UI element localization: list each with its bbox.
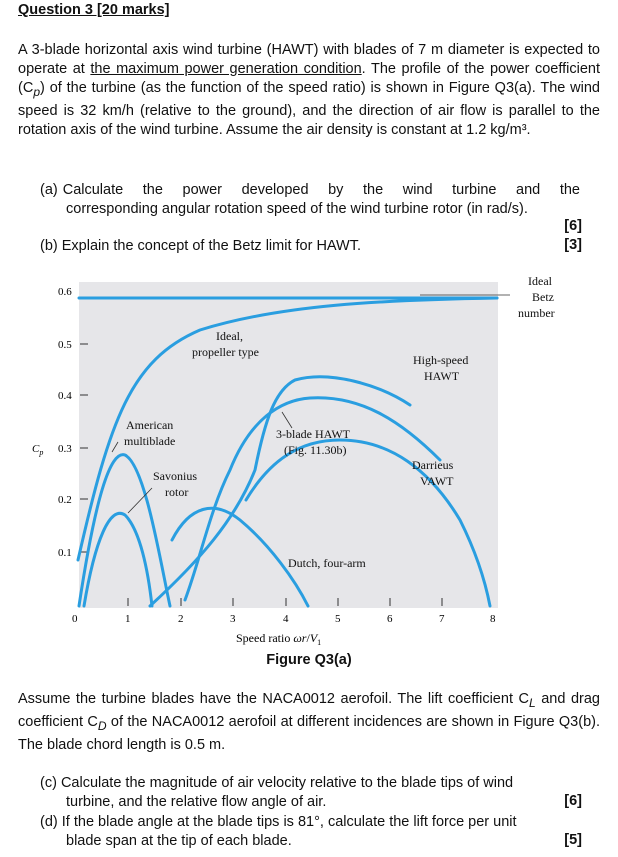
- part-b-label: (b): [40, 238, 58, 254]
- para2-c: of the NACA0012 aerofoil at different incidences are shown in Figure Q3(b). The blade chord length is 0.5 m.: [18, 713, 600, 753]
- part-d-marks: [5]: [564, 832, 582, 848]
- x-axis-label: Speed ratio $\omega r/V_1$: [236, 631, 322, 647]
- part-b: [40, 237, 361, 256]
- x-tick-label: 2: [178, 613, 184, 625]
- part-d-line2: blade span at the tip of each blade.: [66, 833, 292, 849]
- intro-sub: p: [33, 84, 41, 99]
- intro-pre: A 3-blade horizontal axis wind turbine (HAWT) with blades of 7 m diameter is expected to operate at: [18, 42, 600, 77]
- label-fig: (Fig. 11.30b): [284, 443, 347, 457]
- question-heading: Question 3 [20 marks]: [18, 2, 170, 18]
- label-3blade: 3-blade HAWT: [276, 427, 351, 441]
- label-multiblade: multiblade: [124, 434, 176, 448]
- part-a-label: (a): [40, 182, 58, 198]
- part-d-label: (d): [40, 814, 58, 830]
- x-tick-label: 1: [125, 613, 131, 625]
- label-ideal-prop: Ideal,: [216, 329, 243, 343]
- x-tick-label: 0: [72, 613, 78, 625]
- part-d: [40, 813, 585, 851]
- part-c-marks: [6]: [564, 793, 582, 809]
- x-tick-label: 4: [283, 613, 289, 625]
- part-c-line1: Calculate the magnitude of air velocity relative to the blade tips of wind: [60, 775, 514, 791]
- y-tick-label: 0.2: [58, 494, 72, 506]
- label-savonius: Savonius: [153, 469, 198, 483]
- y-tick-label: 0.6: [58, 286, 72, 298]
- para2-sub-l: L: [528, 695, 536, 710]
- label-american: American: [126, 418, 174, 432]
- part-c-label: (c): [40, 775, 57, 791]
- intro-post: . The profile of the power coefficient (C: [18, 61, 601, 96]
- part-d-line1: If the blade angle at the blade tips is 81°, calculate the lift force per unit: [61, 814, 517, 830]
- part-b-line1: Explain the concept of the Betz limit for HAWT.: [61, 238, 362, 254]
- part-a-line1: Calculate the power developed by the wind turbine and the: [62, 182, 580, 198]
- y-tick-label: 0.4: [58, 390, 72, 402]
- x-tick-label: 8: [490, 613, 496, 625]
- x-tick-label: 7: [439, 613, 445, 625]
- para2-b: and drag coefficient C: [18, 691, 600, 730]
- part-b-marks: [3]: [564, 237, 582, 253]
- part-a: [40, 181, 580, 219]
- label-number: number: [518, 306, 555, 320]
- para2-a: Assume the turbine blades have the NACA0012 aerofoil. The lift coefficient C: [18, 691, 529, 707]
- label-rotor: rotor: [165, 485, 189, 499]
- label-ideal-prop-2: propeller type: [192, 345, 259, 359]
- label-betz: Betz: [532, 290, 554, 304]
- figure-caption: Figure Q3(a): [266, 652, 352, 668]
- para2-sub-d: D: [97, 718, 107, 733]
- part-c-line2: turbine, and the relative flow angle of air.: [66, 794, 327, 810]
- y-tick-label: 0.1: [58, 547, 72, 559]
- label-ideal: Ideal: [528, 274, 552, 288]
- label-vawt: VAWT: [420, 474, 454, 488]
- part-a-marks: [6]: [564, 218, 582, 234]
- label-darrieus: Darrieus: [412, 458, 454, 472]
- y-tick-label: 0.3: [58, 443, 72, 455]
- y-axis-label: $C_p$: [32, 443, 44, 457]
- part-c: [40, 774, 580, 812]
- part-a-line2: corresponding angular rotation speed of the wind turbine rotor (in rad/s).: [66, 201, 528, 217]
- paragraph-2: [18, 690, 600, 755]
- label-dutch: Dutch, four-arm: [288, 556, 366, 570]
- intro-post2: ) of the turbine (as the function of the speed ratio) is shown in Figure Q3(a). The wind speed is 32 km/h (relative to the ground), and the direction of air flow is parallel to the rotation axis of the wind turbine. Assume the air density is constant at 1.2 kg/m³.: [18, 80, 600, 138]
- x-tick-label: 6: [387, 613, 393, 625]
- intro-underlined: the maximum power generation condition: [90, 61, 362, 77]
- y-tick-label: 0.5: [58, 339, 72, 351]
- x-tick-label: 3: [230, 613, 236, 625]
- x-tick-label: 5: [335, 613, 341, 625]
- label-high-speed: High-speed: [413, 353, 469, 367]
- intro-paragraph: [18, 41, 600, 140]
- cp-figure: [0, 258, 618, 650]
- label-hawt: HAWT: [424, 369, 460, 383]
